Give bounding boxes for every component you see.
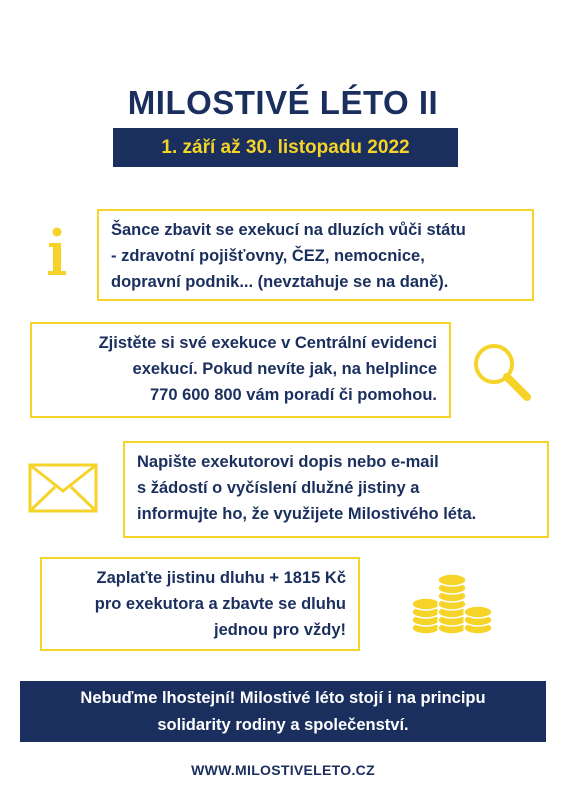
- info-line-3: dopravní podnik... (nevztahuje se na daně).: [111, 273, 449, 291]
- info-line-2: - zdravotní pojišťovny, ČEZ, nemocnice,: [111, 247, 425, 265]
- mail-line-3: informujte ho, že využijete Milostivého léta.: [137, 505, 477, 523]
- envelope-icon: [28, 463, 98, 513]
- payment-line-1: Zaplaťte jistinu dluhu + 1815 Kč: [96, 569, 346, 587]
- banner-line-2: solidarity rodiny a společenství.: [157, 715, 409, 734]
- search-line-1: Zjistěte si své exekuce v Centrální evidenci: [98, 334, 437, 352]
- payment-text-box: [40, 557, 360, 651]
- website-link[interactable]: WWW.MILOSTIVELETO.CZ: [191, 762, 375, 778]
- magnifier-icon: [470, 340, 534, 404]
- solidarity-banner: [20, 681, 546, 742]
- payment-line-3: jednou pro vždy!: [214, 621, 346, 639]
- search-line-2: exekucí. Pokud nevíte jak, na helplince: [132, 360, 437, 378]
- payment-line-2: pro exekutora a zbavte se dluhu: [94, 595, 346, 613]
- mail-line-1: Napište exekutorovi dopis nebo e-mail: [137, 453, 439, 471]
- date-range-badge: 1. září až 30. listopadu 2022: [113, 128, 458, 167]
- info-text-box: [97, 209, 534, 301]
- coins-icon: [410, 568, 494, 636]
- mail-line-2: s žádostí o vyčíslení dlužné jistiny a: [137, 479, 420, 497]
- search-text-box: [30, 322, 451, 418]
- banner-line-1: Nebuďme lhostejní! Milostivé léto stojí i na principu: [80, 688, 486, 707]
- info-icon: [46, 226, 68, 280]
- page-title: MILOSTIVÉ LÉTO II: [127, 84, 439, 121]
- mail-text-box: [123, 441, 549, 538]
- search-line-3: 770 600 800 vám poradí či pomohou.: [149, 386, 437, 404]
- info-line-1: Šance zbavit se exekucí na dluzích vůči státu: [111, 221, 466, 239]
